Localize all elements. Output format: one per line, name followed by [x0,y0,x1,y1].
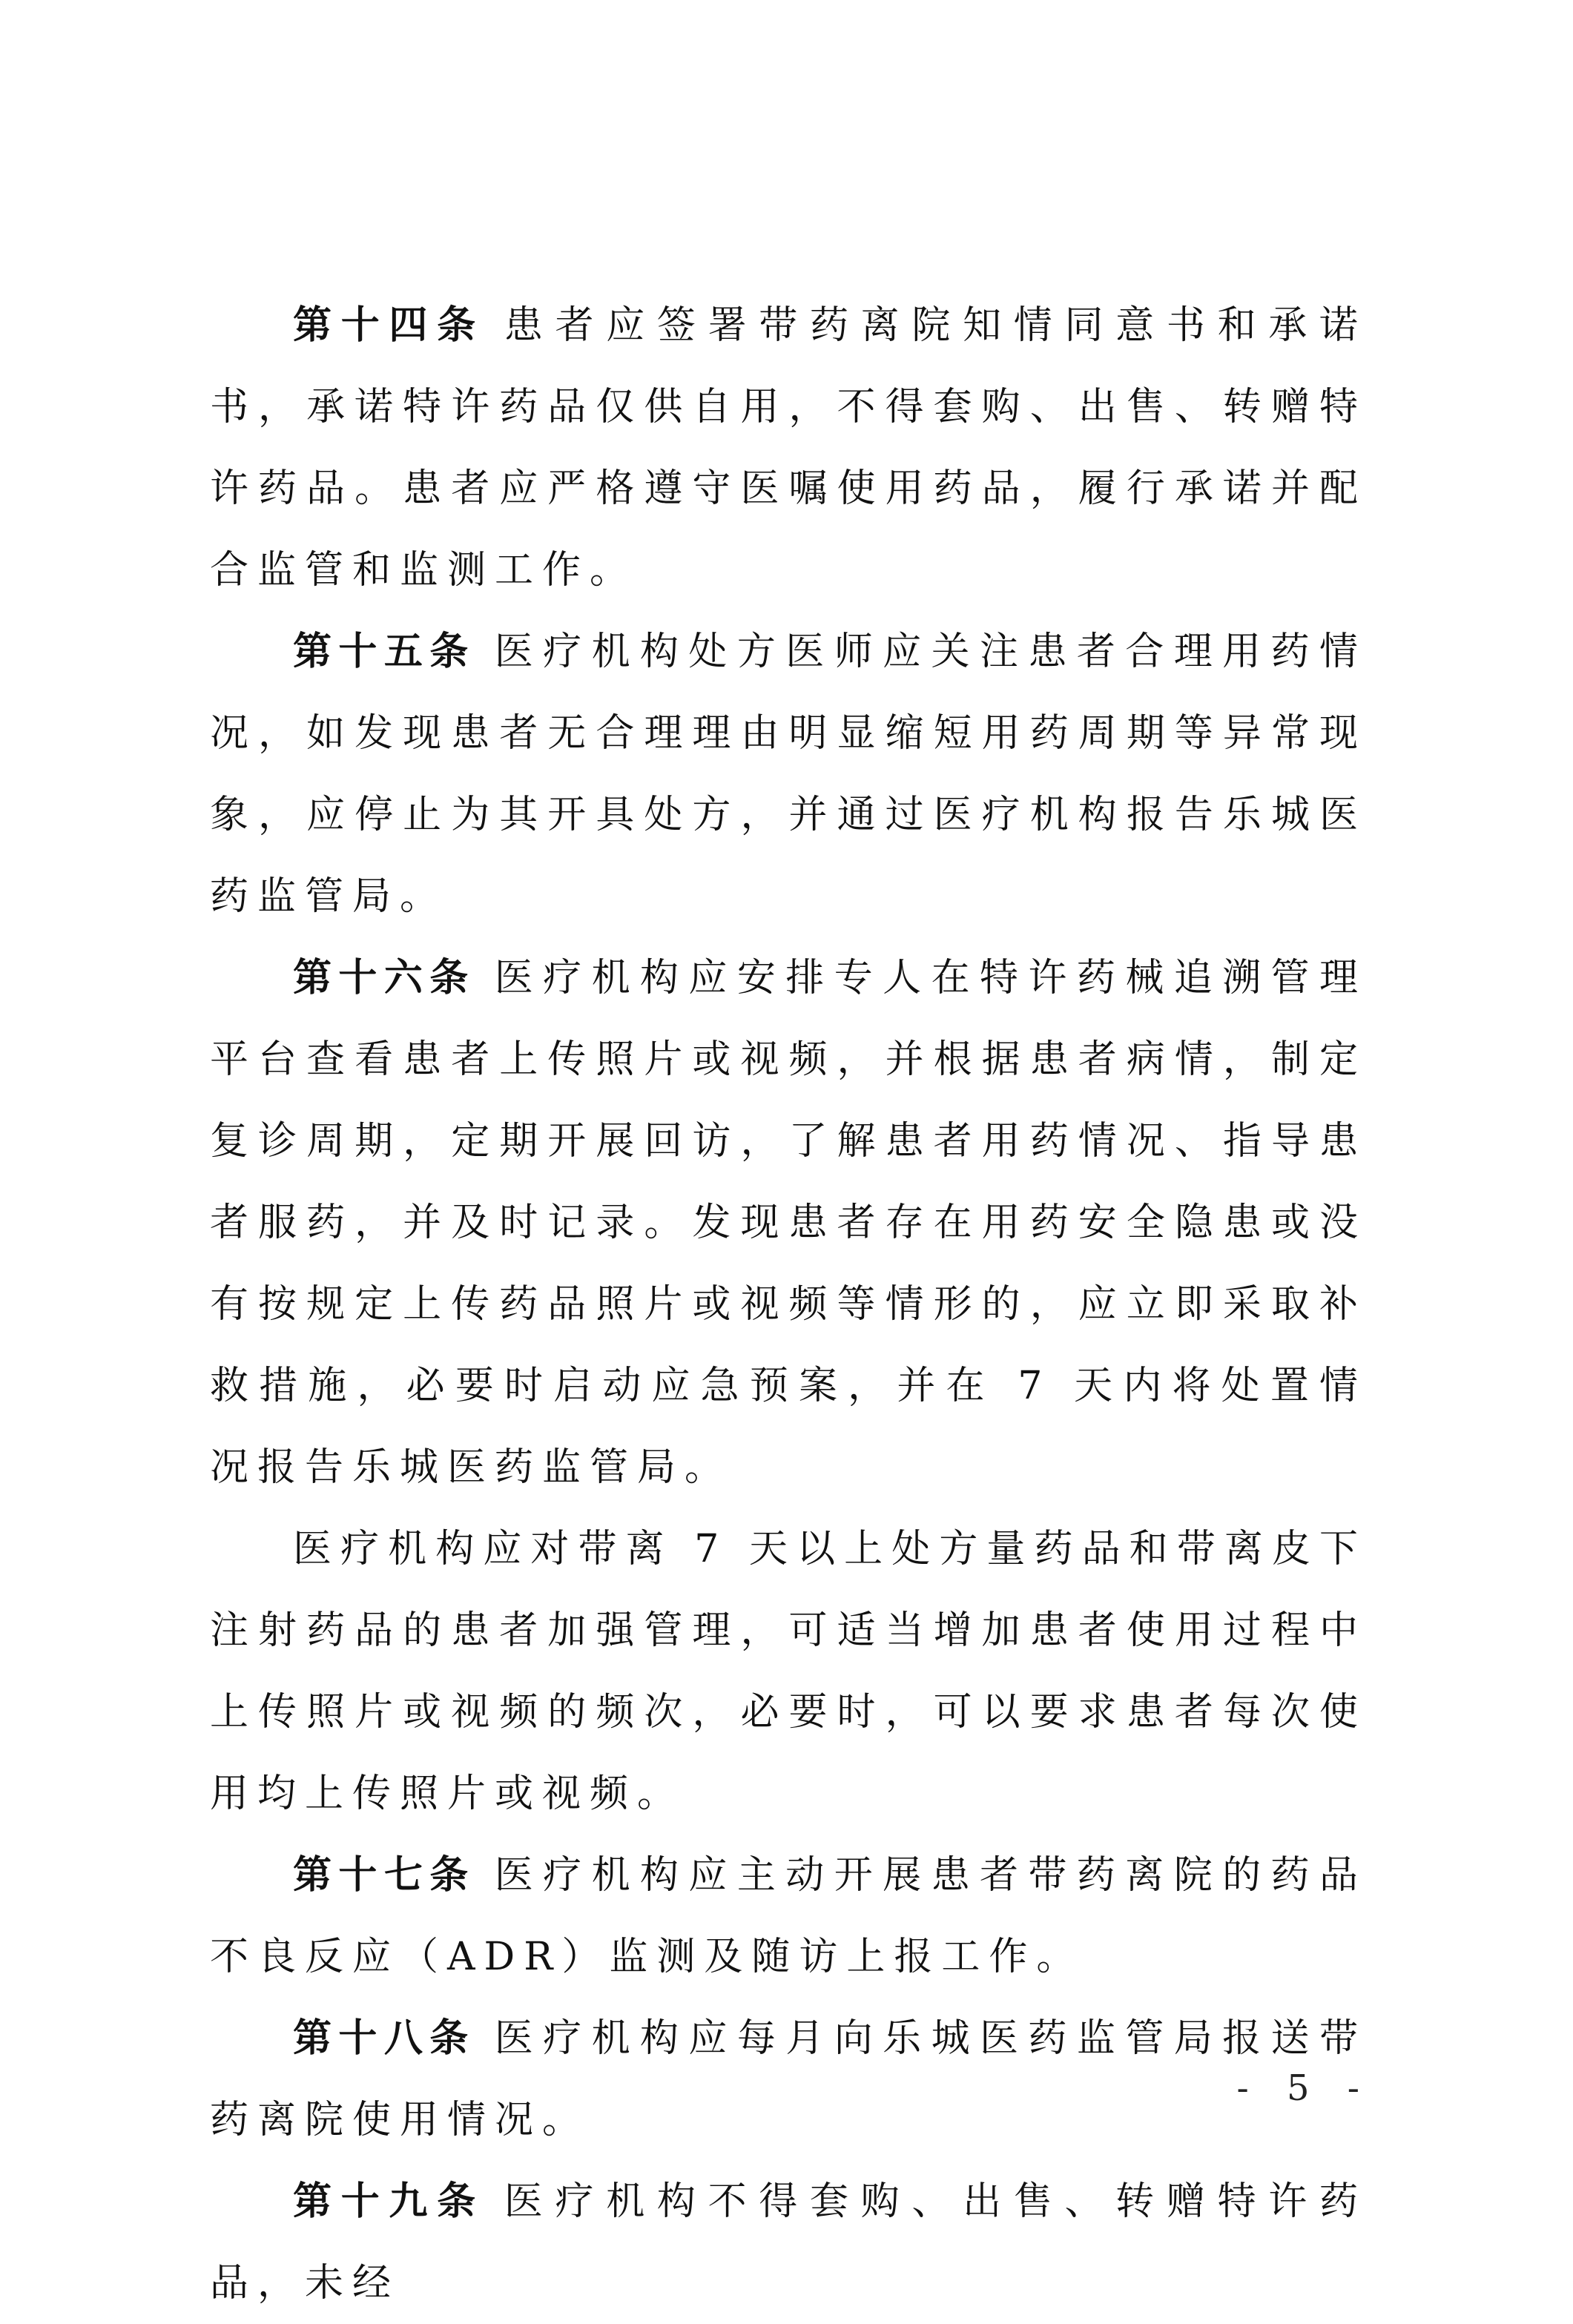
article-19 [210,2161,1367,2324]
article-text: 医疗机构不得套购、出售、转赠特许药品，未经 [210,2179,1367,2305]
article-text: 医疗机构应主动开展患者带药离院的药品不良反应（ADR）监测及随访上报工作。 [210,1853,1367,1979]
article-heading: 第十四条 [293,303,485,348]
article-heading: 第十七条 [293,1853,475,1898]
article-heading: 第十八条 [293,2016,475,2061]
article-16 [210,937,1367,1508]
article-text: 医疗机构应每月向乐城医药监管局报送带药离院使用情况。 [210,2016,1367,2142]
article-15 [210,611,1367,937]
article-18 [210,1998,1367,2161]
article-16-continued [210,1508,1367,1835]
article-17 [210,1835,1367,1998]
article-heading: 第十六条 [293,956,475,1000]
document-body [210,285,1367,2324]
page-number: - 5 - [1236,2067,1373,2109]
article-text: 医疗机构应安排专人在特许药械追溯管理平台查看患者上传照片或视频，并根据患者病情，制定复诊周期，定期开展回访，了解患者用药情况、指导患者服药，并及时记录。发现患者存在用药安全隐患或没有按规定上传药品照片或视频等情形的，应立即采取补救措施，必要时启动应急预案，并在 7 天内将处置情况报告乐城医药监管局。 [210,956,1367,1490]
article-heading: 第十九条 [293,2179,485,2224]
article-text: 医疗机构处方医师应关注患者合理用药情况，如发现患者无合理理由明显缩短用药周期等异常现象，应停止为其开具处方，并通过医疗机构报告乐城医药监管局。 [210,630,1367,919]
paragraph-text: 医疗机构应对带离 7 天以上处方量药品和带离皮下注射药品的患者加强管理，可适当增加患者使用过程中上传照片或视频的频次，必要时，可以要求患者每次使用均上传照片或视频。 [210,1527,1367,1816]
article-text: 患者应签署带药离院知情同意书和承诺书，承诺特许药品仅供自用，不得套购、出售、转赠特许药品。患者应严格遵守医嘱使用药品，履行承诺并配合监管和监测工作。 [210,303,1367,592]
article-14 [210,285,1367,611]
article-heading: 第十五条 [293,630,475,674]
